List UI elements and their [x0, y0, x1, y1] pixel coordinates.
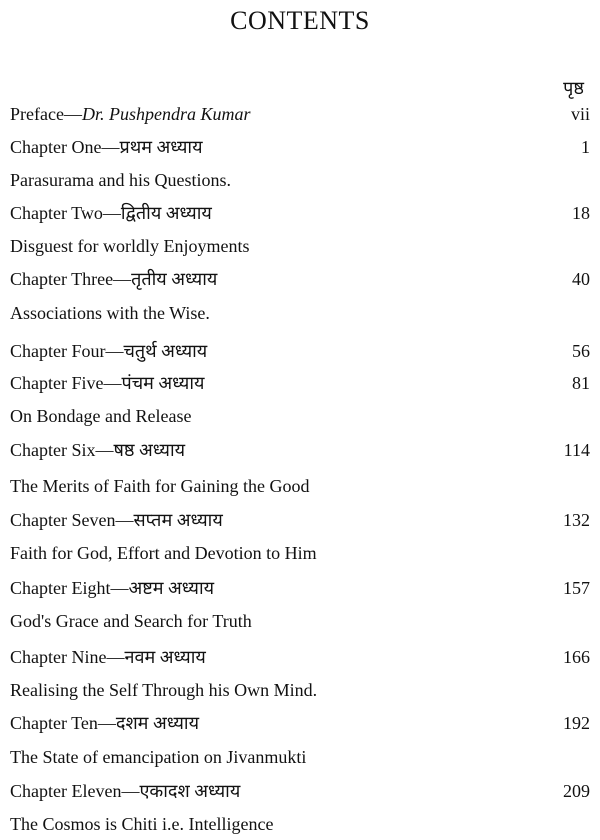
toc-entry-page: 40: [572, 269, 590, 289]
toc-entry-label: Chapter Seven—सप्तम अध्याय: [10, 510, 223, 530]
page-column-header: पृष्ठ: [563, 78, 584, 98]
toc-entry-label: The Merits of Faith for Gaining the Good: [10, 476, 310, 496]
toc-entry-page: 114: [563, 440, 590, 460]
toc-entry: [10, 574, 590, 602]
toc-entry: [10, 709, 590, 737]
toc-entry: [10, 643, 590, 671]
toc-entry: [10, 506, 590, 534]
toc-entry: [10, 232, 590, 260]
toc-entry: [10, 166, 590, 194]
toc-entry: [10, 199, 590, 227]
toc-entry-label: Chapter Three—तृतीय अध्याय: [10, 269, 218, 289]
toc-entry: [10, 777, 590, 805]
toc-entry-label: Chapter Four—चतुर्थ अध्याय: [10, 341, 208, 361]
toc-entry-label: Chapter Two—द्वितीय अध्याय: [10, 203, 212, 223]
toc-entry-page: 157: [563, 578, 590, 598]
toc-entry: [10, 472, 590, 500]
toc-entry: [10, 299, 590, 327]
toc-entry-page: 18: [572, 203, 590, 223]
toc-entry-label: Chapter Eight—अष्टम अध्याय: [10, 578, 215, 598]
toc-entry: [10, 436, 590, 464]
toc-entry-label: The State of emancipation on Jivanmukti: [10, 747, 307, 767]
toc-entry-label: Parasurama and his Questions.: [10, 170, 231, 190]
toc-entry: [10, 743, 590, 771]
toc-entry-label: Chapter Eleven—एकादश अध्याय: [10, 781, 241, 801]
toc-entry: [10, 810, 590, 838]
toc-entry: [10, 676, 590, 704]
page-title: CONTENTS: [230, 6, 370, 35]
toc-entry-label: Chapter Ten—दशम अध्याय: [10, 713, 200, 733]
toc-entry-page: 166: [563, 647, 590, 667]
toc-entry-label: The Cosmos is Chiti i.e. Intelligence: [10, 814, 274, 834]
toc-entry-page: 1: [581, 137, 590, 157]
toc-entry-label: Realising the Self Through his Own Mind.: [10, 680, 318, 700]
preface-author: Dr. Pushpendra Kumar: [81, 104, 251, 124]
toc-entry-page: 81: [572, 373, 590, 393]
toc-entry-page: vii: [570, 104, 590, 124]
toc-entry-page: 56: [572, 341, 590, 361]
toc-entry-label: Faith for God, Effort and Devotion to Him: [10, 543, 317, 563]
toc-entry-page: 132: [563, 510, 590, 530]
toc-entry-page: 209: [563, 781, 590, 801]
toc-entry: [10, 133, 590, 161]
toc-entry: [10, 402, 590, 430]
toc-entry-label: Chapter Six—षष्ठ अध्याय: [10, 440, 186, 460]
toc-entry-label: Associations with the Wise.: [10, 303, 210, 323]
toc-entry: [10, 337, 590, 365]
toc-entry-label: On Bondage and Release: [10, 406, 192, 426]
toc-entry: [10, 607, 590, 635]
toc-entry-label: Chapter Nine—नवम अध्याय: [10, 647, 206, 667]
toc-entry: [10, 539, 590, 567]
toc-entry-label: Preface—Dr. Pushpendra Kumar: [10, 104, 251, 124]
toc-entry-page: 192: [563, 713, 590, 733]
toc-entry-label: Chapter Five—पंचम अध्याय: [10, 373, 205, 393]
toc-entry-label: Disguest for worldly Enjoyments: [10, 236, 250, 256]
toc-entry: [10, 369, 590, 397]
toc-entry-preface: [10, 100, 590, 128]
toc-entry-label: God's Grace and Search for Truth: [10, 611, 252, 631]
toc-entry: [10, 265, 590, 293]
toc-entry-label: Chapter One—प्रथम अध्याय: [10, 137, 203, 157]
